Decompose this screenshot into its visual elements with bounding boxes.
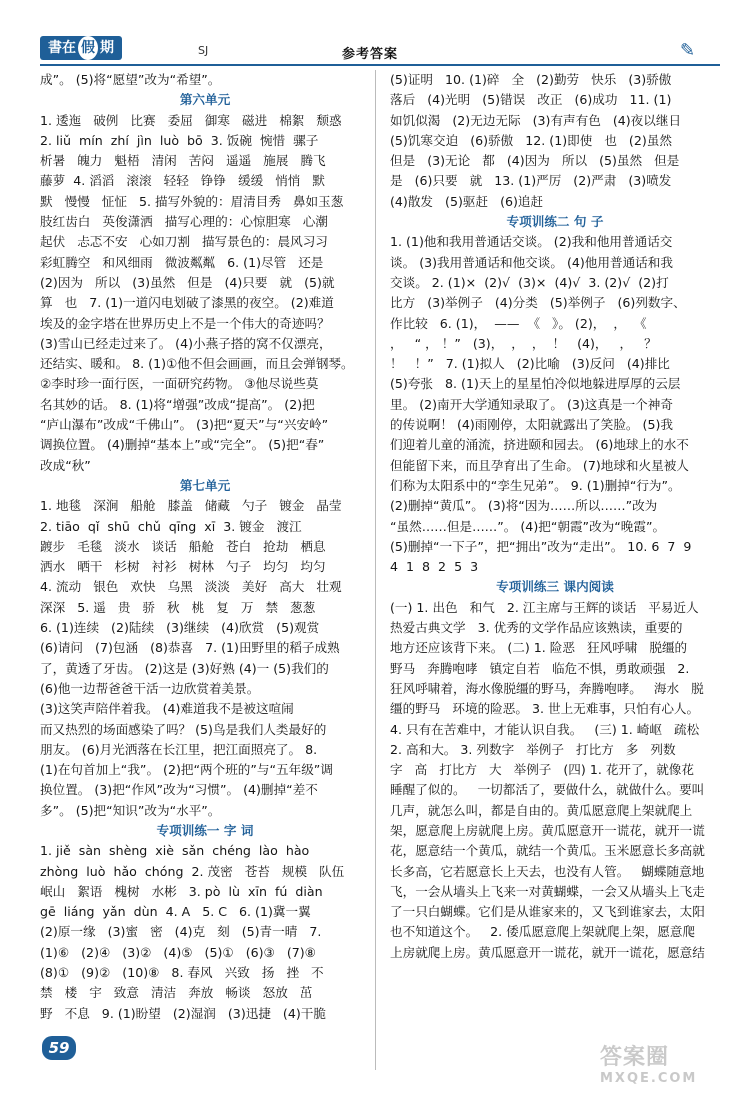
answer-line: (2)因为 所以 (3)虽然 但是 (4)只要 就 (5)就 [40,274,335,290]
book-logo: 書在 假 期 [40,36,122,60]
answer-line: 1. 逶迤 破例 比赛 委屈 御寒 磁进 棉絮 颓惑 [40,112,342,128]
answer-line: 1. 地毯 深涧 船舱 膝盖 储藏 勺子 镀金 晶莹 [40,498,342,514]
answer-line: (1)在句首加上“我”。 (2)把“两个班的”与“五年级”调 [40,762,333,778]
answer-line: “虽然……但是……”。 (4)把“朝霞”改为“晚霞”。 [390,518,666,534]
answer-line: (5)饥寒交迫 (6)骄傲 12. (1)即使 也 (2)虽然 [390,132,672,148]
section-heading: 第七单元 [179,477,231,493]
answer-line: 起伏 忐忑不安 心如刀割 描写景色的：晨风习习 [40,234,328,250]
answer-line: 但是 (3)无论 都 (4)因为 所以 (5)虽然 但是 [390,153,680,169]
answer-line: ， “ ， ！” (3)， ， ， ！ (4)， ， ？ [390,335,657,351]
answer-line: (5)夸张 8. (1)天上的星星怕冷似地躲进厚厚的云层 [390,376,681,392]
answer-line: 2. 高和大。 3. 列数字 举例子 打比方 多 列数 [390,741,676,757]
answer-line: 里。 (2)南开大学通知录取了。 (3)这真是一个神奇 [390,396,673,412]
answer-line: 洒水 晒干 杉树 衬衫 树林 勺子 均匀 均匀 [40,559,326,575]
answer-line: 朋友。 (6)月光洒落在长江里，把江面照亮了。 8. [40,741,318,757]
answer-line: 禁 楼 宇 致意 清洁 奔放 畅谈 怒放 茁 [40,985,313,1001]
answer-line: (6)请问 (7)包涵 (8)恭喜 7. (1)田野里的稻子成熟 [40,640,340,656]
right-column [390,70,720,963]
answer-line: 野 不息 9. (1)盼望 (2)湿润 (3)迅捷 (4)干脆 [40,1005,326,1021]
answer-line: 1. (1)他和我用普通话交谈。 (2)我和他用普通话交 [390,234,673,250]
site-watermark: 答案圈 MXQE.COM [600,1045,698,1086]
answer-line: 默 慢慢 怔怔 5. 描写外貌的：眉清目秀 鼻如玉葱 [40,193,344,209]
section-heading: 第六单元 [179,92,231,108]
answer-line: (3)这笑声陪伴着我。 (4)难道我不是被这喧闹 [40,701,294,717]
section-heading: 专项训练一 字 词 [156,822,254,838]
answer-line: 踱步 毛毯 淡水 谈话 船舱 苍白 抢劫 栖息 [40,538,326,554]
answer-line: (8)① (9)② (10)⑧ 8. 春风 兴致 扬 挫 不 [40,965,324,981]
section-heading: 专项训练三 课内阅读 [496,579,614,595]
answer-line: 成”。 (5)将“愿望”改为“希望”。 [40,72,221,87]
answer-line: 4. 流动 银色 欢快 乌黑 淡淡 美好 高大 壮观 [40,579,342,595]
answer-line: 换位置。 (3)把“作风”改为“习惯”。 (4)删掉“差不 [40,782,318,798]
answer-line: (一) 1. 出色 和气 2. 江主席与王辉的谈话 平易近人 [390,599,699,615]
answer-line: 肢红齿白 英俊潇洒 描写心理的：心惊胆寒 心潮 [40,214,328,230]
answer-line: 6. (1)连续 (2)陆续 (3)继续 (4)欣赏 (5)观赏 [40,620,320,636]
answer-line: ！ ！” 7. (1)拟人 (2)比喻 (3)反问 (4)排比 [390,356,670,372]
answer-line: 算 也 7. (1)一道闪电划破了漆黑的夜空。 (2)难道 [40,295,334,311]
answer-line: 调换位置。 (4)删掉“基本上”或“完全”。 (5)把“春” [40,437,325,453]
answer-line: 的传说啊！ (4)雨刚停，太阳就露出了笑脸。 (5)我 [390,417,673,433]
answer-line: 改成“秋” [40,457,91,473]
answer-line: 4 1 8 2 5 3 [390,559,479,575]
answer-line: (6)他一边帮爸爸干活一边欣赏着美景。 [40,680,260,696]
answer-line: 上房就爬上房。黄瓜愿意开一谎花，就开一谎花，愿意结 [390,944,705,960]
answer-line: 们迎着儿童的涌流，挤进颐和园去。 (6)地球上的水不 [390,437,689,453]
answer-line: 2. liǔ mín zhí jìn luò bō 3. 饭碗 惋惜 骡子 [40,132,319,148]
answer-line: 1. jiě sàn shèng xiè sǎn chéng lào hào [40,843,310,859]
edition-label: SJ [198,44,209,57]
left-column [40,70,370,1024]
answer-line: 名其妙的话。 8. (1)将“增强”改成“提高”。 (2)把 [40,396,315,412]
answer-line: (5)证明 10. (1)碎 全 (2)勤劳 快乐 (3)骄傲 [390,72,672,87]
answer-line: 谈。 (3)我用普通话和他交谈。 (4)他用普通话和我 [390,254,673,270]
answer-line: 字 高 打比方 大 举例子 (四) 1. 花开了，就像花 [390,762,694,778]
answer-line: 如饥似渴 (2)无边无际 (3)有声有色 (4)夜以继日 [390,112,682,128]
answer-line: 析暑 魄力 魁梧 清闲 苦闷 遥遥 施展 腾飞 [40,153,326,169]
answer-line: 了一只白蝴蝶。它们是从谁家来的，又飞到谁家去，太阳 [390,904,705,920]
pen-icon: ✎ [680,40,696,61]
answer-line: 但能留下来，而且孕育出了生命。 (7)地球和火星被人 [390,457,689,473]
answer-line: 长多高，它若愿意长上天去，也没有人管。 蝴蝶随意地 [390,863,705,879]
answer-line: 交谈。 2. (1)× (2)√ (3)× (4)√ 3. (2)√ (2)打 [390,274,669,290]
answer-line: (1)⑥ (2)④ (3)② (4)⑤ (5)① (6)③ (7)⑧ [40,944,316,960]
answer-line: 比方 (3)举例子 (4)分类 (5)举例子 (6)列数字、 [390,295,686,311]
header-rule [40,64,720,66]
page-number: 59 [42,1036,76,1060]
answer-line: 野马 奔腾咆哮 镇定自若 临危不惧，勇敢顽强 2. [390,660,690,676]
page-header [0,0,750,62]
section-heading: 专项训练二 句 子 [506,214,604,230]
answer-line: 热爱古典文学 3. 优秀的文学作品应该熟读，重要的 [390,620,683,636]
answer-line: (2)原一缘 (3)蜜 密 (4)克 刻 (5)青一晴 7. [40,924,322,940]
answer-line: 了，黄透了牙齿。 (2)这是 (3)好熟 (4)一 (5)我们的 [40,660,329,676]
answer-line: 落后 (4)光明 (5)错误 改正 (6)成功 11. (1) [390,92,672,108]
answer-line: 埃及的金字塔在世界历史上不是一个伟大的奇迹吗？ [40,315,330,331]
answer-line: 藤萝 4. 滔滔 滚滚 轻轻 铮铮 缓缓 悄悄 默 [40,173,325,189]
answer-line: 4. 只有在苦难中，才能认识自我。 (三) 1. 崎岖 疏松 [390,721,700,737]
answer-line: 们称为太阳系中的“孪生兄弟”。 9. (1)删掉“行为”。 [390,477,681,493]
answer-line: (3)雪山已经走过来了。 (4)小燕子搭的窝不仅漂亮， [40,335,332,351]
answer-line: 彩虹腾空 和风细雨 微波粼粼 6. (1)尽管 还是 [40,254,324,270]
answer-line: 深深 5. 遥 贵 骄 秋 桃 复 万 禁 葱葱 [40,599,316,615]
answer-line: 飞，一会从墙头上飞来一对黄蝴蝶，一会又从墙头上飞走 [390,883,705,899]
answer-line: ②李时珍一面行医，一面研究药物。 ③他尽说些莫 [40,376,319,392]
answer-line: (2)删掉“黄瓜”。 (3)将“因为……所以……”改为 [390,498,658,514]
answer-line: zhòng luò hǎo chóng 2. 茂密 苍苔 规模 队伍 [40,863,345,879]
answer-line: 还结实、暖和。 8. (1)①他不但会画画，而且会弹钢琴。 [40,356,354,372]
answer-line: 也不知道这个。 2. 倭瓜愿意爬上架就爬上架，愿意爬 [390,924,696,940]
answer-line: 2. tiāo qǐ shū chǔ qīng xī 3. 镀金 渡江 [40,518,302,534]
answer-line: 地方还应该背下来。 (二) 1. 险恶 狂风呼啸 脱缰的 [390,640,688,656]
answer-line: 狂风呼啸着，海水像脱缰的野马，奔腾咆哮。 海水 脱 [390,680,704,696]
page-title: 参考答案 [342,47,399,62]
answer-line: 缰的野马 环境的险恶。 3. 世上无难事，只怕有心人。 [390,701,700,717]
answer-line: “庐山瀑布”改成“千佛山”。 (3)把“夏天”与“兴安岭” [40,417,329,433]
answer-line: 而又热烈的场面感染了吗？ (5)鸟是我们人类最好的 [40,721,327,737]
answer-line: 花，愿意结一个黄瓜，就结一个黄瓜。玉米愿意长多高就 [390,843,705,859]
answer-line: 架，愿意爬上房就爬上房。黄瓜愿意开一谎花，就开一谎 [390,822,705,838]
answer-line: 多”。 (5)把“知识”改为“水平”。 [40,802,221,818]
answer-line: 岷山 絮语 槐树 水彬 3. pò lù xīn fú diàn [40,883,323,899]
column-divider [375,70,376,1070]
answer-line: gē liáng yǎn dùn 4. A 5. C 6. (1)冀一翼 [40,904,311,920]
answer-line: 睡醒了似的。 一切都活了，要做什么，就做什么。要叫 [390,782,705,798]
answer-line: 作比较 6. (1)， —— 《 》。 (2)， ， 《 [390,315,647,331]
answer-line: 几声，就怎么叫，都是自由的。黄瓜愿意爬上架就爬上 [390,802,693,818]
answer-line: (5)删掉“一下子”，把“拥出”改为“走出”。 10. 6 7 9 [390,538,692,554]
answer-line: 是 (6)只要 就 13. (1)严厉 (2)严肃 (3)喷发 [390,173,672,189]
answer-line: (4)散发 (5)驱赶 (6)追赶 [390,193,544,209]
